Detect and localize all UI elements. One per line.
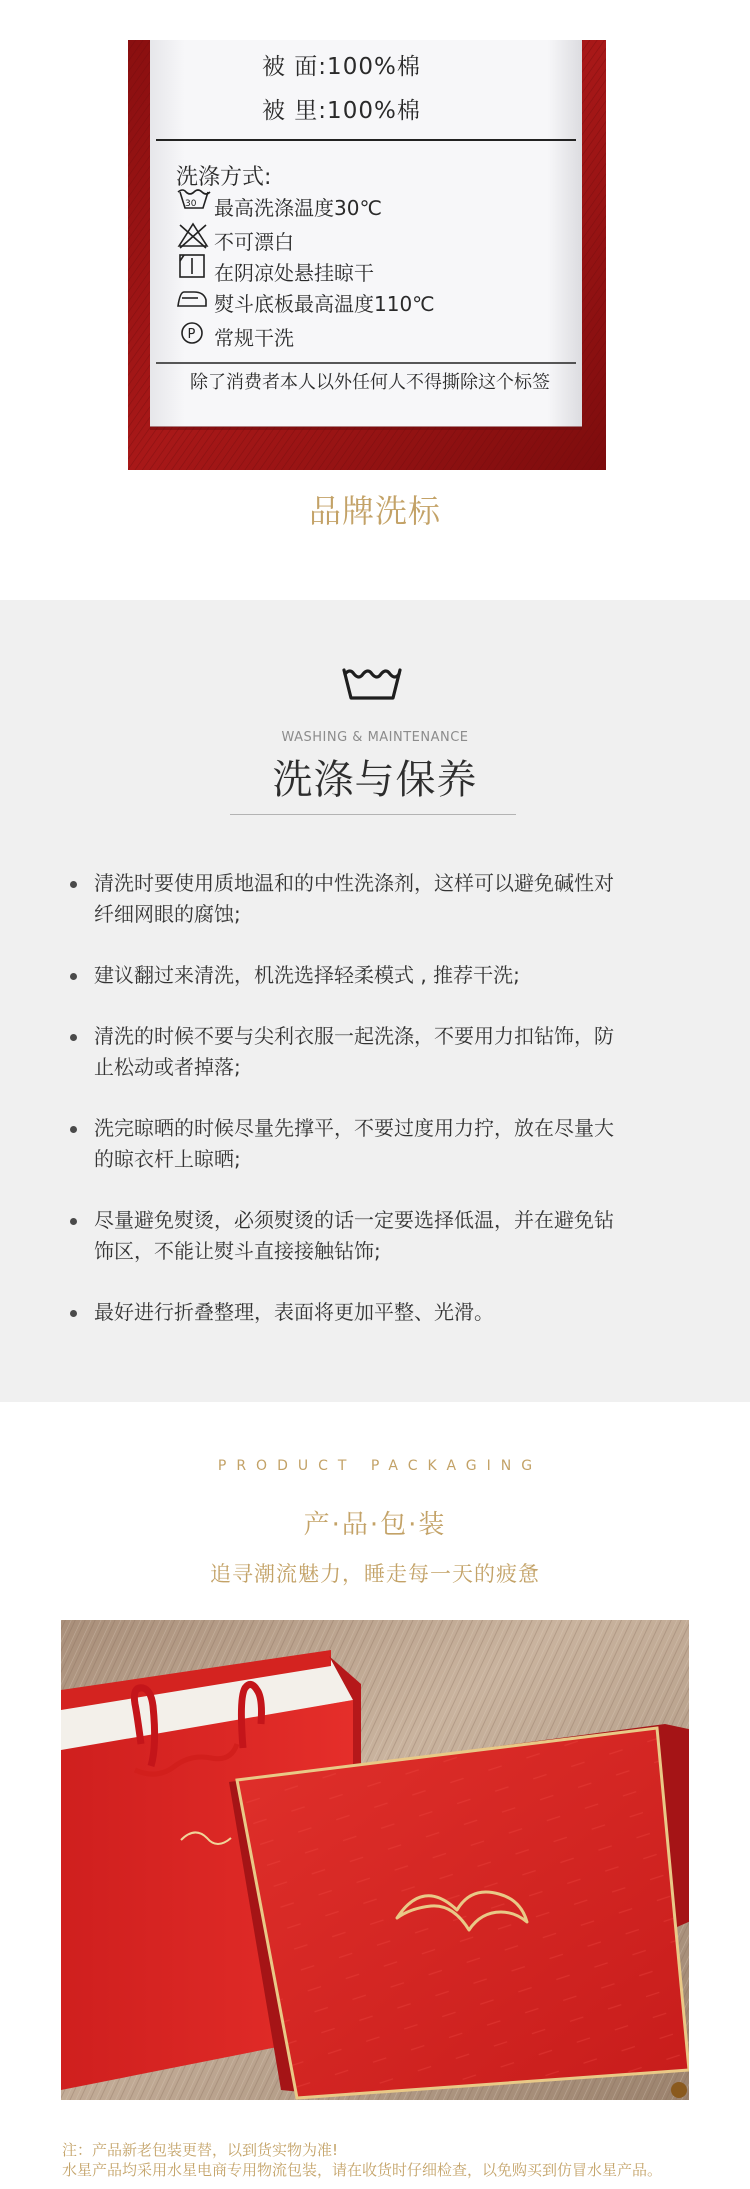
care-tip-line: 纤细网眼的腐蚀;: [94, 902, 241, 926]
care-section: [0, 600, 750, 1402]
care-tip-line: 尽量避免熨烫，必须熨烫的话一定要选择低温，并在避免钻: [94, 1208, 614, 1232]
care-tip-line: 清洗时要使用质地温和的中性洗涤剂，这样可以避免碱性对: [94, 871, 614, 895]
packaging-photo: [61, 1620, 689, 2100]
label-warning: 除了消费者本人以外任何人不得撕除这个标签: [190, 372, 550, 393]
label-wash-temp: 最高洗涤温度30℃: [214, 196, 382, 220]
care-tip-line: 的晾衣杆上晾晒;: [94, 1147, 241, 1171]
bullet-dot: [70, 881, 77, 888]
bullet-dot: [70, 1310, 77, 1317]
wash-basin-icon: [341, 660, 403, 704]
care-tip: [68, 960, 680, 991]
packaging-notice-line: 注：产品新老包装更替，以到货实物为准!: [62, 2141, 339, 2159]
label-no-bleach: 不可漂白: [214, 230, 294, 254]
gift-box: [229, 1724, 689, 2098]
care-tip-line: 饰区，不能让熨斗直接接触钻饰;: [94, 1239, 381, 1263]
label-dry-clean: 常规干洗: [214, 326, 294, 350]
title-divider: [230, 814, 516, 815]
care-title: 洗涤与保养: [272, 757, 478, 803]
bullet-dot: [70, 973, 77, 980]
label-line-lining: 被 里:100%棉: [262, 98, 421, 124]
packaging-slogan: 追寻潮流魅力，睡走每一天的疲惫: [210, 1562, 540, 1586]
label-iron-temp: 熨斗底板最高温度110℃: [214, 292, 435, 316]
care-tip-line: 最好进行折叠整理，表面将更加平整、光滑。: [94, 1300, 494, 1324]
label-wash-heading: 洗涤方式:: [176, 165, 272, 190]
svg-text:P: P: [187, 327, 196, 342]
packaging-notice-line: 水星产品均采用水星电商专用物流包装，请在收货时仔细检查，以免购买到仿冒水星产品。: [62, 2161, 663, 2179]
label-line-cover: 被 面:100%棉: [262, 54, 421, 80]
packaging-english-heading: PRODUCT PACKAGING: [217, 1458, 543, 1474]
care-tips-list: [68, 868, 680, 1358]
care-tip-line: 建议翻过来清洗，机洗选择轻柔模式 , 推荐干洗;: [94, 963, 520, 987]
care-tip: [68, 868, 680, 930]
brand-label-caption: 品牌洗标: [308, 492, 441, 530]
care-tip-line: 清洗的时候不要与尖利衣服一起洗涤，不要用力扣钻饰，防: [94, 1024, 614, 1048]
bullet-dot: [70, 1034, 77, 1041]
care-tip-line: 洗完晾晒的时候尽量先撑平，不要过度用力拧，放在尽量大: [94, 1116, 614, 1140]
care-tip-line: 止松动或者掉落;: [94, 1055, 241, 1079]
care-subtitle: WASHING & MAINTENANCE: [281, 730, 469, 745]
bullet-dot: [70, 1218, 77, 1225]
care-tip: [68, 1021, 680, 1083]
care-tip: [68, 1113, 680, 1175]
svg-text:30: 30: [185, 199, 197, 209]
packaging-notice: [62, 2140, 712, 2180]
label-shade-dry: 在阴凉处悬挂晾干: [214, 261, 374, 285]
care-tip: [68, 1297, 680, 1328]
packaging-chinese-heading: 产·品·包·装: [303, 1510, 447, 1540]
care-tip: [68, 1205, 680, 1267]
bullet-dot: [70, 1126, 77, 1133]
